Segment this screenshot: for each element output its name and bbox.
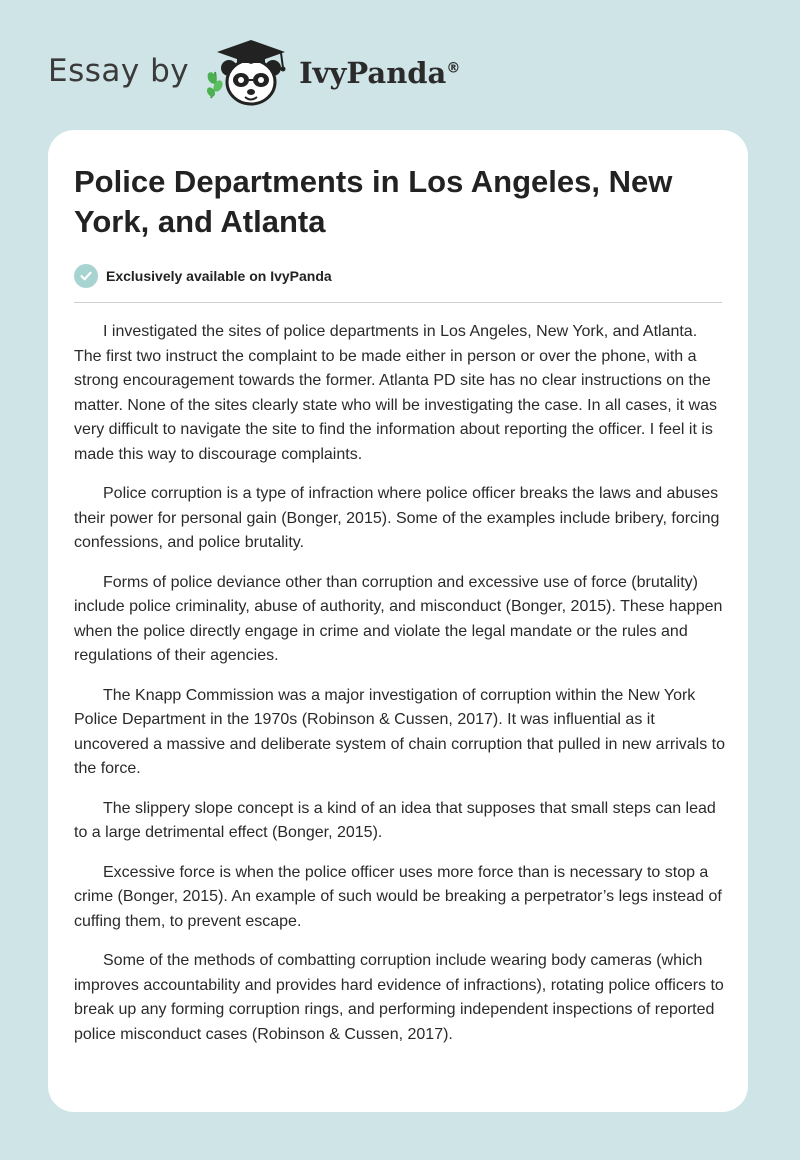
trademark-symbol: ® [446, 60, 461, 77]
panda-graduate-logo-icon[interactable] [203, 38, 295, 110]
essay-by-label: Essay by [48, 53, 190, 89]
essay-card [48, 130, 748, 1112]
page-title: Police Departments in Los Angeles, New York, and Atlanta [74, 164, 673, 239]
site-header [48, 38, 460, 110]
paragraph: Forms of police deviance other than corruption and excessive use of force (brutality) include police criminality, abuse of authority, and misconduct (Bonger, 2015). These happen when the police directly engage in crime and violate the legal mandate or the rules and regulations of their agencies. [74, 573, 723, 664]
paragraph: Police corruption is a type of infraction where police officer breaks the laws and abuses their power for personal gain (Bonger, 2015). Some of the examples include bribery, forcing confessions, and police brutality. [74, 485, 720, 551]
essay-body [74, 320, 726, 1062]
exclusive-label: Exclusively available on IvyPanda [106, 268, 332, 284]
paragraph: The Knapp Commission was a major investigation of corruption within the New York Police Department in the 1970s (Robinson & Cussen, 2017). It was influential as it uncovered a massive and deliberate system of chain corruption that pulled in new arrivals to the force. [74, 686, 726, 777]
divider [74, 302, 722, 303]
paragraph: The slippery slope concept is a kind of an idea that supposes that small steps can lead to a large detrimental effect (Bonger, 2015). [74, 799, 716, 841]
paragraph: I investigated the sites of police departments in Los Angeles, New York, and Atlanta. The first two instruct the complaint to be made either in person or over the phone, with a strong encouragement towards the former. Atlanta PD site has no clear instructions on the matter. None of the sites clearly state who will be investigating the case. In all cases, it was very difficult to navigate the site to find the information about reporting the officer. I feel it is made this way to discourage complaints. [74, 323, 717, 463]
paragraph: Excessive force is when the police officer uses more force than is necessary to stop a crime (Bonger, 2015). An example of such would be breaking a perpetrator’s legs instead of cuffing them, to prevent escape. [74, 863, 722, 930]
paragraph: Some of the methods of combatting corruption include wearing body cameras (which improves accountability and provides hard evidence of infractions), rotating police officers to break up any forming corruption rings, and performing independent inspections of reported police misconduct cases (Robinson & Cussen, 2017). [74, 952, 724, 1043]
exclusive-notice [74, 264, 332, 288]
brand-name[interactable]: IvyPanda® [299, 56, 461, 90]
check-icon [74, 264, 98, 288]
